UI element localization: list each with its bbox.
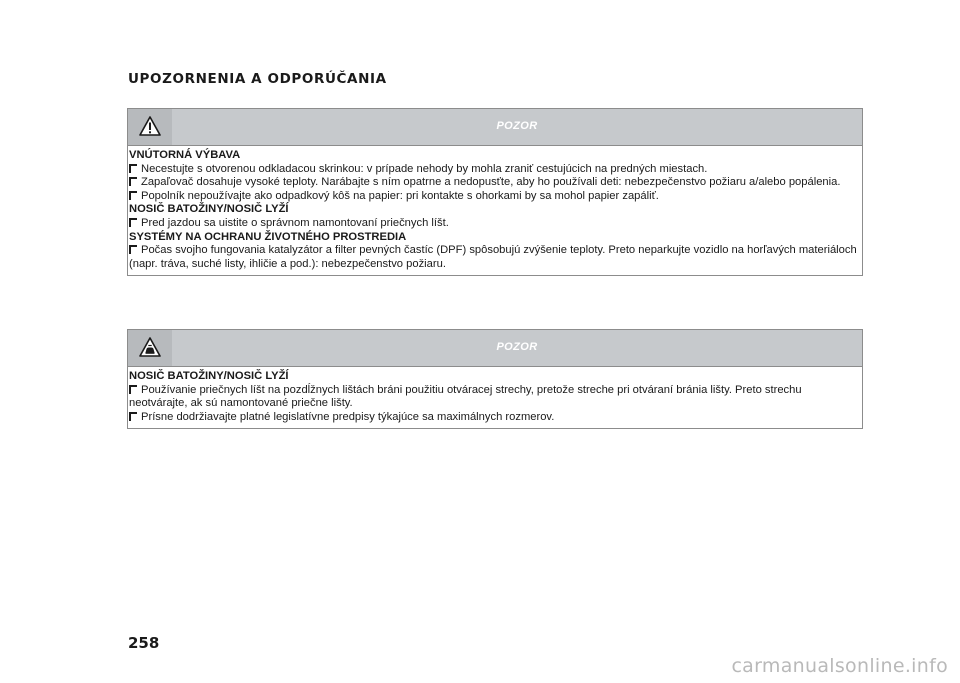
warning-box-2 bbox=[127, 329, 863, 429]
list-item: Necestujte s otvorenou odkladacou skrinkou: v prípade nehody by mohla zraniť cestujúcich na predných miestach. bbox=[129, 163, 861, 177]
page-heading: UPOZORNENIA A ODPORÚČANIA bbox=[128, 71, 387, 87]
warning-box-body bbox=[128, 146, 862, 275]
bullet-icon bbox=[129, 164, 137, 173]
list-item: Zapaľovač dosahuje vysoké teploty. Narábajte s ním opatrne a nedopusťte, aby ho používali deti: nebezpečenstvo požiaru a/alebo popálenia. bbox=[129, 176, 861, 190]
bullet-icon bbox=[129, 218, 137, 227]
bullet-icon bbox=[129, 191, 137, 200]
warning-box-1 bbox=[127, 108, 863, 276]
warning-title: POZOR bbox=[496, 120, 538, 132]
list-item: Prísne dodržiavajte platné legislatívne predpisy týkajúce sa maximálnych rozmerov. bbox=[129, 411, 861, 425]
bullet-icon bbox=[129, 412, 137, 421]
page-number: 258 bbox=[128, 634, 160, 652]
warning-box-body bbox=[128, 367, 862, 428]
car-warning-triangle-icon bbox=[128, 330, 172, 366]
warning-box-header bbox=[128, 330, 862, 367]
section-heading: SYSTÉMY NA OCHRANU ŽIVOTNÉHO PROSTREDIA bbox=[129, 230, 407, 243]
list-item: Počas svojho fungovania katalyzátor a filter pevných častíc (DPF) spôsobujú zvýšenie teploty. Preto neparkujte vozidlo na horľavých materiáloch (napr. tráva, suché listy, ihličie a pod.): nebezpečenstvo požiaru. bbox=[129, 244, 857, 270]
list-item: Pred jazdou sa uistite o správnom namontovaní priečnych líšt. bbox=[129, 217, 861, 231]
section-heading: VNÚTORNÁ VÝBAVA bbox=[129, 149, 241, 161]
list-item: Používanie priečnych líšt na pozdĺžnych lištách bráni použitiu otváracej strechy, pretože streche pri otváraní bránia lišty. Preto strechu neotvárajte, ak sú namontované priečne lišty. bbox=[129, 383, 802, 410]
warning-triangle-icon bbox=[128, 109, 172, 145]
watermark: carmanualsonline.info bbox=[731, 655, 948, 677]
section-heading: NOSIČ BATOŽINY/NOSIČ LYŽÍ bbox=[129, 203, 289, 216]
bullet-icon bbox=[129, 177, 137, 186]
section-heading: NOSIČ BATOŽINY/NOSIČ LYŽÍ bbox=[129, 370, 289, 382]
warning-title: POZOR bbox=[496, 341, 538, 353]
bullet-icon bbox=[129, 385, 137, 394]
bullet-icon bbox=[129, 245, 137, 254]
warning-box-header bbox=[128, 109, 862, 146]
list-item: Popolník nepoužívajte ako odpadkový kôš na papier: pri kontakte s ohorkami by sa mohol papier zapáliť. bbox=[129, 190, 861, 204]
